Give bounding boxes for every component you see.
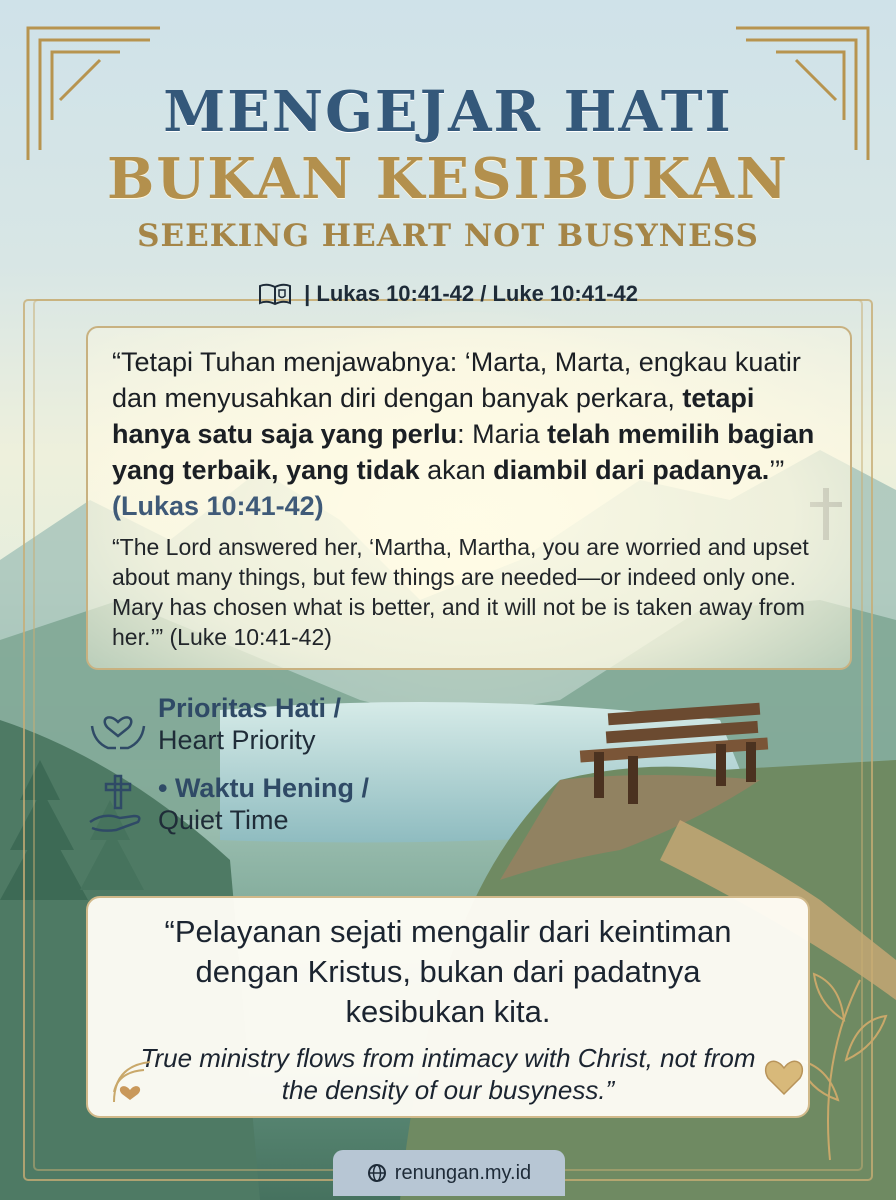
reference-text: | Lukas 10:41-42 / Luke 10:41-42 [304, 281, 638, 307]
swirl-heart-decoration [110, 1036, 170, 1106]
title-block [0, 80, 896, 258]
bible-icon [258, 282, 292, 306]
verse-id-part3: akan [419, 455, 494, 485]
quote-card [86, 896, 810, 1118]
quote-english: True ministry flows from intimacy with Christ, not from the density of our busyness.” [140, 1043, 756, 1105]
verse-id-bold2: telah memilih bagian yang terbaik, yang tidak [112, 419, 815, 485]
verse-box [86, 326, 852, 670]
footer-site[interactable] [333, 1150, 565, 1196]
verse-id-bold3: diambil dari padanya. [493, 455, 770, 485]
verse-indonesian [112, 344, 830, 524]
title-main: MENGEJAR HATI [163, 79, 733, 145]
feature-2-subtitle: Quiet Time [158, 805, 289, 835]
feature-1-subtitle: Heart Priority [158, 725, 316, 755]
globe-icon [367, 1163, 387, 1183]
scripture-reference [0, 280, 896, 314]
verse-english: “The Lord answered her, ‘Martha, Martha, you are worried and upset about many things, but few things are needed—or indeed only one. Mary has chosen what is better, and it will not be is taken away from her.’” (Luke 10:41-42) [112, 534, 809, 650]
footer-site-text[interactable]: renungan.my.id [394, 1161, 532, 1184]
verse-id-part2: : Maria [457, 419, 548, 449]
title-english: SEEKING HEART NOT BUSYNESS [137, 218, 759, 254]
cross-hand-icon [86, 772, 150, 836]
verse-id-part4: ’” [769, 455, 785, 485]
feature-heart-priority [86, 692, 341, 756]
golden-heart-icon [760, 1054, 808, 1098]
feature-quiet-time [86, 772, 369, 836]
quote-indonesian: “Pelayanan sejati mengalir dari keintiman dengan Kristus, bukan dari padatnya kesibukan kita. [164, 914, 732, 1029]
verse-id-bold1: tetapi hanya satu saja yang perlu [112, 383, 755, 449]
feature-1-title: Prioritas Hati / [158, 693, 342, 723]
feature-2-title: • Waktu Hening / [158, 773, 369, 803]
heart-hands-icon [86, 692, 150, 756]
verse-id-part1: “Tetapi Tuhan menjawabnya: ‘Marta, Marta, engkau kuatir dan menyusahkan diri dengan banyak perkara, [112, 347, 801, 413]
verse-id-reference: (Lukas 10:41-42) [112, 491, 324, 521]
title-secondary: BUKAN KESIBUKAN [107, 146, 789, 212]
